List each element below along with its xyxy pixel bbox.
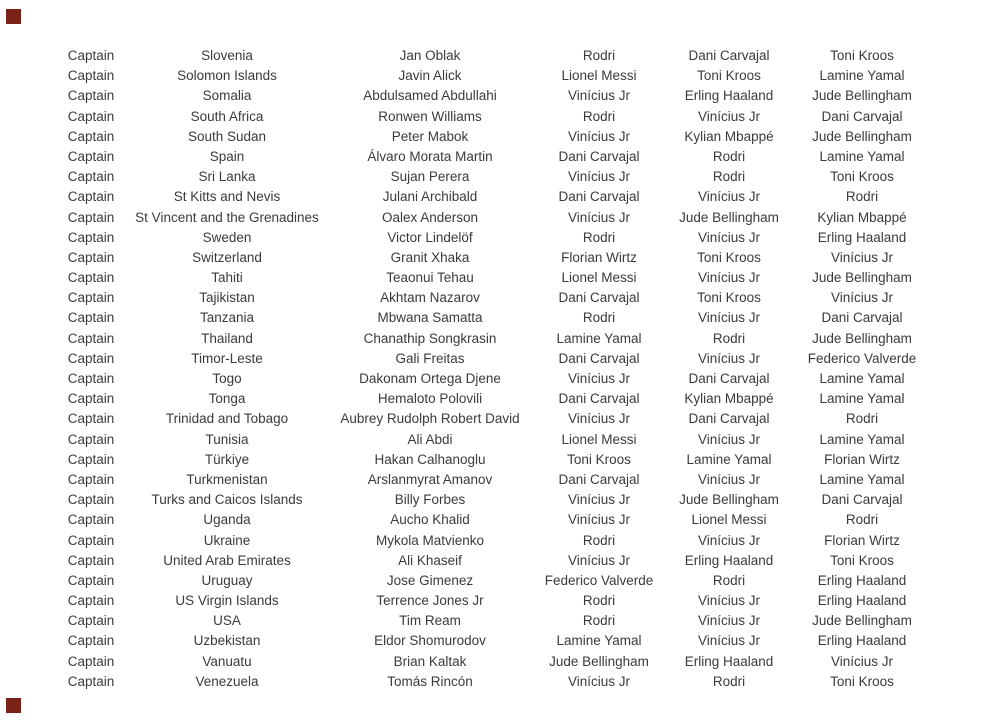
cell-player-2: Rodri [712,148,746,164]
cell-role: Captain [67,68,115,84]
cell-role: Captain [67,350,115,366]
cell-captain-name: Gali Freitas [395,350,465,366]
cell-player-2: Dani Carvajal [688,371,770,386]
cell-player-2: Toni Kroos [697,249,761,265]
table-row [55,46,931,66]
cell-captain-name: Arslanmyrat Amanov [367,471,493,487]
cell-player-3: Toni Kroos [830,552,894,568]
cell-role: Captain [67,451,115,467]
cell-player-1: Vinícius Jr [567,128,631,144]
cell-country: South Sudan [187,128,267,144]
cell-country: Timor-Leste [191,350,263,366]
cell-role: Captain [67,532,115,548]
cell-role: Captain [67,552,115,568]
cell-player-1: Vinícius Jr [567,209,631,225]
table-row [55,208,931,228]
cell-captain-name: Granit Xhaka [390,249,470,265]
cell-player-1: Lionel Messi [561,270,637,286]
cell-role: Captain [67,613,115,629]
cell-player-3: Jude Bellingham [812,613,912,629]
cell-captain-name: Aubrey Rudolph Robert David [340,411,520,427]
table-row [55,611,931,631]
cell-role: Captain [67,108,115,124]
table-row [55,127,931,147]
cell-player-2: Kylian Mbappé [684,391,774,407]
cell-player-3: Dani Carvajal [821,492,903,508]
cell-player-2: Vinícius Jr [697,310,761,326]
table-row [55,187,931,207]
cell-player-2: Jude Bellingham [679,492,779,508]
table-row [55,430,931,450]
cell-player-3: Erling Haaland [817,633,907,649]
cell-role: Captain [67,471,115,487]
cell-player-1: Rodri [582,310,616,326]
cell-role: Captain [67,391,115,407]
table-row [55,268,931,288]
table-row [55,531,931,551]
cell-player-1: Vinícius Jr [567,411,631,427]
table-row [55,631,931,651]
cell-player-3: Jude Bellingham [812,88,912,104]
table-row [55,551,931,571]
cell-captain-name: Dakonam Ortega Djene [359,371,501,386]
cell-country: Spain [209,148,245,164]
cell-player-1: Vinícius Jr [567,169,631,185]
cell-captain-name: Jose Gimenez [386,572,474,588]
cell-player-1: Vinícius Jr [567,673,631,689]
table-row [55,591,931,611]
cell-player-2: Rodri [712,330,746,346]
table-row [55,490,931,510]
cell-player-3: Vinícius Jr [830,249,894,265]
cell-player-3: Lamine Yamal [819,391,905,407]
cell-player-2: Vinícius Jr [697,633,761,649]
table-row [55,288,931,308]
cell-player-1: Vinícius Jr [567,492,631,508]
cell-country: St Kitts and Nevis [173,189,281,205]
table-row [55,571,931,591]
cell-player-3: Vinícius Jr [830,290,894,306]
cell-player-3: Lamine Yamal [819,68,905,84]
cell-country: Thailand [201,330,253,346]
cell-player-2: Erling Haaland [684,88,774,104]
cell-role: Captain [67,371,115,386]
cell-player-3: Rodri [845,189,879,205]
cell-player-2: Toni Kroos [697,68,761,84]
table-row [55,409,931,429]
cell-captain-name: Billy Forbes [394,492,466,508]
cell-role: Captain [67,593,115,609]
cell-player-2: Rodri [712,673,746,689]
cell-player-3: Vinícius Jr [830,653,894,669]
table-row [55,66,931,86]
cell-country: Uganda [203,512,251,528]
cell-player-2: Vinícius Jr [697,108,761,124]
cell-captain-name: Teaonui Tehau [386,270,474,286]
cell-country: US Virgin Islands [175,593,279,609]
table-row [55,147,931,167]
cell-captain-name: Julani Archibald [382,189,478,205]
cell-player-1: Rodri [582,108,616,124]
cell-captain-name: Aucho Khalid [390,512,470,528]
cell-player-3: Jude Bellingham [812,330,912,346]
table-row [55,470,931,490]
cell-country: Tajikistan [199,290,255,306]
cell-player-2: Vinícius Jr [697,593,761,609]
cell-player-3: Erling Haaland [817,593,907,609]
cell-captain-name: Terrence Jones Jr [376,593,484,609]
cell-country: United Arab Emirates [163,552,291,568]
cell-player-3: Florian Wirtz [824,532,900,548]
cell-role: Captain [67,290,115,306]
cell-player-2: Vinícius Jr [697,189,761,205]
cell-country: Sri Lanka [198,169,256,185]
cell-player-2: Lionel Messi [691,512,767,528]
cell-player-1: Dani Carvajal [558,290,640,306]
cell-role: Captain [67,128,115,144]
cell-player-1: Rodri [582,48,616,63]
cell-country: St Vincent and the Grenadines [135,209,319,225]
cell-country: Switzerland [192,249,262,265]
cell-role: Captain [67,189,115,205]
cell-captain-name: Ronwen Williams [378,108,482,124]
table-row [55,167,931,187]
cell-country: Solomon Islands [177,68,277,84]
table-row [55,228,931,248]
cell-player-3: Lamine Yamal [819,471,905,487]
cell-captain-name: Mykola Matvienko [375,532,485,548]
cell-country: Venezuela [195,673,259,689]
cell-player-1: Dani Carvajal [558,391,640,407]
cell-country: Trinidad and Tobago [165,411,289,427]
cell-player-1: Lamine Yamal [556,330,642,346]
cell-player-1: Lionel Messi [561,68,637,84]
cell-player-1: Jude Bellingham [549,653,649,669]
cell-captain-name: Javin Alick [398,68,462,84]
table-row [55,510,931,530]
cell-role: Captain [67,411,115,427]
cell-player-2: Lamine Yamal [686,451,772,467]
table-row [55,389,931,409]
cell-player-2: Dani Carvajal [688,411,770,427]
cell-captain-name: Ali Khaseif [398,552,462,568]
cell-player-2: Rodri [712,572,746,588]
cell-player-2: Kylian Mbappé [684,128,774,144]
cell-role: Captain [67,310,115,326]
cell-country: Turks and Caicos Islands [151,492,303,508]
cell-player-2: Vinícius Jr [697,613,761,629]
cell-captain-name: Abdulsamed Abdullahi [363,88,497,104]
cell-captain-name: Peter Mabok [391,128,469,144]
cell-player-1: Toni Kroos [567,451,631,467]
cell-player-1: Vinícius Jr [567,88,631,104]
cell-player-3: Federico Valverde [807,350,917,366]
cell-player-2: Rodri [712,169,746,185]
cell-player-1: Rodri [582,229,616,245]
cell-player-1: Dani Carvajal [558,471,640,487]
cell-captain-name: Eldor Shomurodov [374,633,486,649]
cell-player-1: Lionel Messi [561,431,637,447]
cell-role: Captain [67,572,115,588]
cell-player-1: Dani Carvajal [558,148,640,164]
cell-country: Vanuatu [202,653,252,669]
cell-player-1: Dani Carvajal [558,189,640,205]
cell-player-2: Vinícius Jr [697,270,761,286]
cell-role: Captain [67,249,115,265]
cell-country: Uruguay [201,572,253,588]
cell-player-3: Lamine Yamal [819,431,905,447]
cell-role: Captain [67,653,115,669]
table-row [55,450,931,470]
cell-captain-name: Ali Abdi [407,431,453,447]
cell-player-2: Erling Haaland [684,552,774,568]
cell-country: Somalia [202,88,252,104]
cell-country: Turkmenistan [186,471,268,487]
cell-captain-name: Tim Ream [399,613,461,629]
cell-role: Captain [67,148,115,164]
cell-player-1: Lamine Yamal [556,633,642,649]
cell-country: Türkiye [204,451,250,467]
cell-player-1: Federico Valverde [544,572,654,588]
cell-player-3: Kylian Mbappé [817,209,907,225]
cell-player-1: Dani Carvajal [558,350,640,366]
cell-player-1: Vinícius Jr [567,552,631,568]
cell-player-2: Vinícius Jr [697,532,761,548]
cell-player-2: Vinícius Jr [697,229,761,245]
table-row [55,308,931,328]
cell-captain-name: Hemaloto Polovili [377,391,483,407]
cell-role: Captain [67,431,115,447]
corner-marker-bottom-icon [6,698,21,713]
cell-captain-name: Oalex Anderson [381,209,479,225]
cell-player-3: Toni Kroos [830,169,894,185]
table-row [55,86,931,106]
cell-country: Uzbekistan [193,633,261,649]
cell-player-1: Rodri [582,532,616,548]
cell-player-2: Toni Kroos [697,290,761,306]
cell-captain-name: Hakan Calhanoglu [374,451,486,467]
cell-country: USA [213,613,241,629]
cell-role: Captain [67,229,115,245]
cell-country: Tanzania [199,310,255,326]
cell-captain-name: Tomás Rincón [387,673,473,689]
cell-role: Captain [67,169,115,185]
cell-player-2: Dani Carvajal [688,48,770,63]
cell-player-3: Toni Kroos [830,48,894,63]
cell-country: Tunisia [205,431,249,447]
cell-player-3: Rodri [845,411,879,427]
table-row [55,349,931,369]
cell-player-3: Dani Carvajal [821,310,903,326]
table-row [55,369,931,389]
cell-role: Captain [67,673,115,689]
cell-player-2: Vinícius Jr [697,350,761,366]
cell-player-3: Dani Carvajal [821,108,903,124]
cell-captain-name: Jan Oblak [399,48,461,63]
cell-country: Tonga [208,391,246,407]
cell-player-1: Vinícius Jr [567,512,631,528]
cell-player-3: Lamine Yamal [819,371,905,386]
captains-table [55,46,931,692]
table-row [55,329,931,349]
cell-country: Slovenia [201,48,253,63]
cell-player-2: Vinícius Jr [697,431,761,447]
cell-player-3: Jude Bellingham [812,128,912,144]
table-row [55,672,931,692]
cell-role: Captain [67,633,115,649]
cell-role: Captain [67,270,115,286]
cell-captain-name: Mbwana Samatta [377,310,483,326]
cell-player-1: Rodri [582,613,616,629]
cell-role: Captain [67,512,115,528]
cell-player-3: Lamine Yamal [819,148,905,164]
cell-player-3: Rodri [845,512,879,528]
cell-player-2: Jude Bellingham [679,209,779,225]
cell-role: Captain [67,492,115,508]
cell-role: Captain [67,330,115,346]
cell-player-1: Rodri [582,593,616,609]
cell-country: Tahiti [211,270,243,286]
cell-country: Sweden [202,229,252,245]
cell-captain-name: Victor Lindelöf [387,229,473,245]
cell-player-3: Florian Wirtz [824,451,900,467]
cell-role: Captain [67,209,115,225]
cell-player-1: Florian Wirtz [561,249,637,265]
cell-player-2: Erling Haaland [684,653,774,669]
cell-captain-name: Álvaro Morata Martin [367,148,493,164]
corner-marker-top-icon [6,9,21,24]
cell-country: Togo [212,371,242,386]
cell-captain-name: Sujan Perera [390,169,470,185]
table-row [55,107,931,127]
cell-country: Ukraine [203,532,251,548]
cell-player-2: Vinícius Jr [697,471,761,487]
table-row [55,248,931,268]
cell-captain-name: Akhtam Nazarov [380,290,480,306]
cell-country: South Africa [190,108,264,124]
cell-player-1: Vinícius Jr [567,371,631,386]
cell-captain-name: Brian Kaltak [393,653,467,669]
cell-player-3: Erling Haaland [817,229,907,245]
cell-player-3: Jude Bellingham [812,270,912,286]
table-row [55,652,931,672]
cell-player-3: Erling Haaland [817,572,907,588]
cell-role: Captain [67,48,115,63]
cell-captain-name: Chanathip Songkrasin [363,330,497,346]
cell-player-3: Toni Kroos [830,673,894,689]
cell-role: Captain [67,88,115,104]
